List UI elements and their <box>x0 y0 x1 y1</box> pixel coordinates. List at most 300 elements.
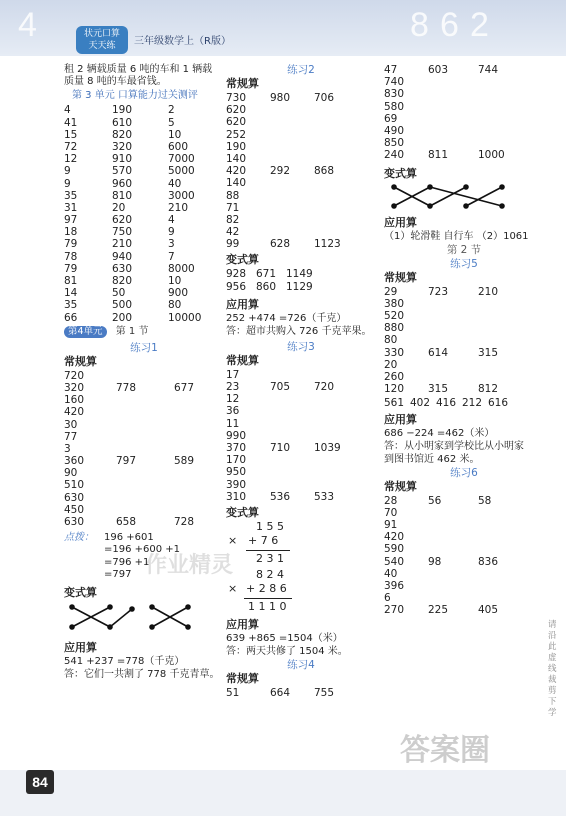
number-row <box>384 101 544 113</box>
number-cell: 610 <box>112 116 133 129</box>
header-digit: 6 <box>440 6 459 44</box>
number-cell: 797 <box>116 455 137 468</box>
section-heading: 变式算 <box>384 166 417 180</box>
number-cell: 630 <box>64 491 85 504</box>
number-cell: 1129 <box>286 280 313 293</box>
application-line: 答：超市共购入 726 千克苹果。 <box>226 325 372 337</box>
number-cell <box>174 394 224 406</box>
exercise-title: 练习5 <box>450 257 478 270</box>
number-cell: 200 <box>112 311 133 324</box>
number-row <box>226 238 376 250</box>
number-cell <box>116 504 174 516</box>
number-cell: 42 <box>226 226 240 239</box>
intro-line: 租 2 辆载质量 6 吨的车和 1 辆载 <box>64 64 213 75</box>
number-cell: 880 <box>384 322 405 335</box>
number-cell: 3000 <box>168 189 195 202</box>
number-cell: 9 <box>64 177 71 190</box>
number-cell <box>174 406 224 418</box>
number-cell: 4 <box>64 104 71 117</box>
number-cell <box>270 116 314 128</box>
number-cell <box>478 371 528 383</box>
number-cell <box>478 76 528 88</box>
number-cell <box>428 519 478 531</box>
number-row <box>64 299 224 311</box>
page-header <box>0 0 566 56</box>
number-row <box>64 251 224 263</box>
number-cell <box>428 531 478 543</box>
number-cell <box>428 371 478 383</box>
number-row <box>64 479 224 491</box>
cell: 616 <box>488 397 509 410</box>
number-cell: 620 <box>226 104 247 117</box>
number-cell <box>428 310 478 322</box>
cut-line-note: 请沿此虚线裁剪下学 <box>548 620 557 718</box>
number-row <box>64 406 224 418</box>
number-cell: 210 <box>112 238 133 251</box>
number-cell: 4 <box>168 214 175 227</box>
number-cell <box>428 137 478 149</box>
vertical-calc-2 <box>226 569 376 617</box>
number-cell <box>174 504 224 516</box>
number-cell: 836 <box>478 555 499 568</box>
ex5-tail-row <box>384 397 544 409</box>
number-cell: 723 <box>428 285 449 298</box>
application-line: 639 +865 =1504（米） <box>226 632 343 644</box>
number-cell: 30 <box>64 418 78 431</box>
application-line: 686 −224 =462（米） <box>384 427 495 439</box>
number-cell <box>270 418 314 430</box>
number-cell <box>314 104 364 116</box>
number-row <box>226 405 376 417</box>
number-cell: 620 <box>226 116 247 129</box>
hint-label: 点拨： <box>64 532 94 544</box>
number-cell: 540 <box>384 555 405 568</box>
number-cell <box>478 101 528 113</box>
number-row <box>64 443 224 455</box>
number-cell: 810 <box>112 189 133 202</box>
number-row <box>226 104 376 116</box>
exercise-title: 练习3 <box>287 340 315 353</box>
number-row <box>64 190 224 202</box>
number-row <box>64 226 224 238</box>
cell: 402 <box>410 397 431 410</box>
number-row <box>64 431 224 443</box>
number-cell <box>174 492 224 504</box>
number-cell: 396 <box>384 579 405 592</box>
number-cell <box>174 467 224 479</box>
logo-line: 天天练 <box>88 41 116 51</box>
number-cell: 420 <box>226 165 247 178</box>
number-row <box>226 381 376 393</box>
number-cell: 420 <box>384 531 405 544</box>
number-cell <box>428 298 478 310</box>
number-cell <box>314 202 364 214</box>
number-cell: 11 <box>226 417 240 430</box>
number-cell <box>314 454 364 466</box>
logo-line: 状元口算 <box>83 29 120 39</box>
number-cell <box>428 507 478 519</box>
number-cell <box>174 443 224 455</box>
number-row <box>384 64 544 76</box>
hint-line: =796 +1 <box>104 556 150 568</box>
number-cell: 40 <box>168 177 182 190</box>
matching-lines <box>384 182 524 212</box>
number-cell <box>116 370 174 382</box>
ex3-grid <box>226 369 376 503</box>
number-row <box>226 268 376 280</box>
number-cell <box>314 214 364 226</box>
number-cell: 35 <box>64 299 78 312</box>
number-cell: 9 <box>64 165 71 178</box>
number-row <box>64 178 224 190</box>
number-cell: 9 <box>168 226 175 239</box>
number-cell: 520 <box>384 310 405 323</box>
application-line: 到图书馆近 462 米。 <box>384 453 480 465</box>
number-cell: 50 <box>112 287 126 300</box>
number-cell <box>428 334 478 346</box>
number-cell <box>270 177 314 189</box>
section-heading: 常规算 <box>64 354 97 368</box>
number-cell: 405 <box>478 604 499 617</box>
number-cell: 628 <box>270 238 291 251</box>
number-cell <box>478 310 528 322</box>
number-cell: 170 <box>226 454 247 467</box>
number-cell: 2 <box>168 104 175 117</box>
watermark: 作业精灵 <box>145 553 234 578</box>
number-cell: 6 <box>384 592 391 605</box>
number-cell: 315 <box>428 383 449 396</box>
number-cell <box>270 479 314 491</box>
number-cell: 500 <box>112 299 133 312</box>
application-line: 252 +474 =726（千克） <box>226 312 347 324</box>
number-row <box>64 153 224 165</box>
bottom-strip <box>0 770 566 816</box>
number-cell <box>478 298 528 310</box>
number-cell: 1149 <box>286 268 313 281</box>
number-row <box>226 466 376 478</box>
number-cell: 3 <box>168 238 175 251</box>
number-cell: 720 <box>64 369 85 382</box>
number-cell: 17 <box>226 368 240 381</box>
number-cell: 705 <box>270 381 291 393</box>
number-cell: 69 <box>384 112 398 125</box>
number-row <box>226 491 376 503</box>
number-row <box>384 322 544 334</box>
ex5-grid <box>384 286 544 396</box>
number-cell <box>270 129 314 141</box>
number-cell: 78 <box>64 250 78 263</box>
number-row <box>384 113 544 125</box>
number-cell: 490 <box>384 124 405 137</box>
number-row <box>64 141 224 153</box>
number-cell: 3 <box>64 442 71 455</box>
number-cell: 210 <box>478 285 499 298</box>
calc-line: 8 2 4 <box>256 567 284 581</box>
number-cell: 70 <box>384 506 398 519</box>
number-cell: 603 <box>428 64 449 76</box>
number-cell: 710 <box>270 441 291 454</box>
number-row <box>64 419 224 431</box>
book-logo <box>76 26 128 54</box>
section-heading: 变式算 <box>226 505 259 519</box>
number-row <box>384 334 544 346</box>
number-cell <box>478 568 528 580</box>
number-cell: 390 <box>226 478 247 491</box>
unit3-title: 第 3 单元 口算能力过关测评 <box>72 90 198 102</box>
section-heading: 常规算 <box>384 270 417 284</box>
number-cell: 730 <box>226 92 247 104</box>
number-cell: 630 <box>112 262 133 275</box>
number-cell: 850 <box>384 137 405 150</box>
number-row <box>384 347 544 359</box>
number-cell: 29 <box>384 285 398 298</box>
number-cell: 72 <box>64 140 78 153</box>
number-cell <box>428 88 478 100</box>
number-cell <box>428 113 478 125</box>
number-cell <box>314 405 364 417</box>
section-label: 第 2 节 <box>446 243 482 256</box>
application-line: 答：从小明家到学校比从小明家 <box>384 440 524 452</box>
number-cell: 330 <box>384 346 405 359</box>
number-row <box>384 371 544 383</box>
number-cell <box>314 393 364 405</box>
number-cell: 80 <box>384 334 398 347</box>
book-title: 三年级数学上（R版） <box>134 36 231 47</box>
number-cell <box>478 580 528 592</box>
number-cell <box>174 419 224 431</box>
intro-line: 质量 8 吨的车最省钱。 <box>64 76 167 88</box>
section-heading: 常规算 <box>226 77 259 90</box>
number-cell: 8000 <box>168 262 195 275</box>
number-cell <box>270 190 314 202</box>
number-cell: 671 <box>256 268 277 281</box>
number-cell <box>174 479 224 491</box>
bianshi-grid <box>226 268 376 292</box>
number-cell <box>314 129 364 141</box>
number-cell: 990 <box>226 429 247 442</box>
cell: 416 <box>436 397 457 410</box>
number-cell <box>478 519 528 531</box>
number-cell: 380 <box>384 297 405 310</box>
number-row <box>384 531 544 543</box>
number-cell: 1123 <box>314 238 341 251</box>
number-row <box>226 369 376 381</box>
number-row <box>226 393 376 405</box>
number-cell: 240 <box>384 149 405 162</box>
number-cell <box>314 141 364 153</box>
number-row <box>64 129 224 141</box>
calc-rule <box>246 550 290 551</box>
number-cell: 706 <box>314 92 335 104</box>
number-cell: 315 <box>478 346 499 359</box>
number-cell: 860 <box>256 280 277 293</box>
number-cell: 580 <box>384 100 405 113</box>
number-cell: 744 <box>478 64 499 76</box>
number-cell: 99 <box>226 238 240 251</box>
number-row <box>226 226 376 238</box>
number-row <box>384 592 544 604</box>
number-row <box>64 104 224 116</box>
number-cell: 15 <box>64 128 78 141</box>
number-cell <box>478 125 528 137</box>
number-cell: 79 <box>64 238 78 251</box>
number-cell <box>314 418 364 430</box>
number-row <box>384 298 544 310</box>
number-cell: 755 <box>314 686 335 699</box>
number-row <box>226 92 376 104</box>
page-number: 84 <box>26 770 54 794</box>
number-row <box>226 430 376 442</box>
calc-line: 1 1 1 0 <box>248 599 287 613</box>
number-row <box>226 687 376 699</box>
number-row <box>226 177 376 189</box>
section-heading: 常规算 <box>226 671 259 685</box>
number-cell <box>314 479 364 491</box>
times-sign: × <box>228 533 238 547</box>
number-cell: 928 <box>226 268 247 281</box>
number-cell: 720 <box>314 381 335 393</box>
number-cell <box>428 580 478 592</box>
number-cell <box>116 467 174 479</box>
number-row <box>226 479 376 491</box>
number-cell: 270 <box>384 604 405 617</box>
number-row <box>384 519 544 531</box>
number-cell <box>428 125 478 137</box>
number-cell <box>428 322 478 334</box>
number-cell <box>270 214 314 226</box>
number-row <box>226 190 376 202</box>
number-cell <box>174 370 224 382</box>
number-cell <box>116 479 174 491</box>
number-cell: 190 <box>112 104 133 117</box>
number-cell: 47 <box>384 64 398 76</box>
number-cell: 360 <box>64 455 85 468</box>
number-cell: 31 <box>64 201 78 214</box>
number-cell: 750 <box>112 226 133 239</box>
number-row <box>64 214 224 226</box>
number-cell: 820 <box>112 275 133 288</box>
number-cell: 90 <box>64 467 78 480</box>
number-row <box>384 310 544 322</box>
number-cell: 252 <box>226 128 247 141</box>
number-row <box>384 359 544 371</box>
number-cell <box>314 226 364 238</box>
number-cell: 41 <box>64 116 78 129</box>
number-cell: 12 <box>64 153 78 166</box>
number-cell <box>314 190 364 202</box>
number-cell: 778 <box>116 381 137 394</box>
number-cell <box>478 322 528 334</box>
number-cell: 589 <box>174 455 195 468</box>
number-row <box>226 418 376 430</box>
number-cell: 910 <box>112 153 133 166</box>
number-row <box>226 129 376 141</box>
exercise-title: 练习1 <box>130 341 158 354</box>
number-cell <box>270 393 314 405</box>
number-row <box>64 492 224 504</box>
number-cell: 18 <box>64 226 78 239</box>
number-row <box>64 394 224 406</box>
number-row <box>64 467 224 479</box>
exercise-title: 练习6 <box>450 466 478 479</box>
number-cell <box>478 137 528 149</box>
number-cell <box>270 226 314 238</box>
number-cell: 536 <box>270 490 291 503</box>
number-cell: 20 <box>112 201 126 214</box>
number-cell: 97 <box>64 214 78 227</box>
number-cell: 36 <box>226 405 240 418</box>
number-row <box>384 286 544 298</box>
number-cell <box>314 369 364 381</box>
number-row <box>226 141 376 153</box>
number-cell: 630 <box>64 516 85 529</box>
number-cell: 664 <box>270 686 291 699</box>
number-row <box>384 495 544 507</box>
number-row <box>64 263 224 275</box>
number-cell: 10000 <box>168 311 202 324</box>
number-cell: 320 <box>64 381 85 394</box>
unit4-section: 第 1 节 <box>115 325 149 337</box>
number-cell: 66 <box>64 311 78 324</box>
number-cell: 570 <box>112 165 133 178</box>
number-cell <box>116 431 174 443</box>
number-row <box>384 88 544 100</box>
calc-line: + 2 8 6 <box>246 581 287 595</box>
number-cell: 10 <box>168 128 182 141</box>
number-cell: 20 <box>384 358 398 371</box>
number-cell: 292 <box>270 165 291 178</box>
watermark: 答案圈 <box>400 733 490 768</box>
number-cell <box>270 405 314 417</box>
application-line: 541 +237 =778（千克） <box>64 656 185 668</box>
right-top-grid <box>384 64 544 162</box>
number-cell: 960 <box>112 177 133 190</box>
number-cell: 1039 <box>314 441 341 454</box>
vertical-calc-1 <box>226 521 376 569</box>
number-cell: 370 <box>226 441 247 454</box>
number-cell: 79 <box>64 262 78 275</box>
number-cell <box>270 141 314 153</box>
number-cell <box>478 113 528 125</box>
application-line: （1）轮滑鞋 自行车 （2）1061 <box>384 230 529 242</box>
number-cell <box>116 394 174 406</box>
number-cell: 225 <box>428 604 449 617</box>
number-cell: 23 <box>226 381 240 393</box>
number-cell <box>478 543 528 555</box>
ex2-grid <box>226 92 376 250</box>
middle-column <box>226 64 376 699</box>
number-row <box>384 507 544 519</box>
number-cell <box>428 543 478 555</box>
number-cell: 677 <box>174 381 195 394</box>
number-cell: 614 <box>428 346 449 359</box>
number-cell <box>270 153 314 165</box>
application-line: 答：它们一共割了 778 千克青草。 <box>64 669 220 681</box>
number-row <box>64 455 224 467</box>
number-cell: 600 <box>168 140 189 153</box>
number-cell <box>428 592 478 604</box>
number-cell: 40 <box>384 567 398 580</box>
number-cell: 160 <box>64 394 85 407</box>
number-row <box>384 149 544 161</box>
header-digit: 8 <box>410 6 429 44</box>
number-cell: 940 <box>112 250 133 263</box>
hint-line: =797 <box>104 568 132 580</box>
number-row <box>64 117 224 129</box>
number-cell <box>116 419 174 431</box>
number-row <box>384 580 544 592</box>
number-cell: 120 <box>384 383 405 396</box>
